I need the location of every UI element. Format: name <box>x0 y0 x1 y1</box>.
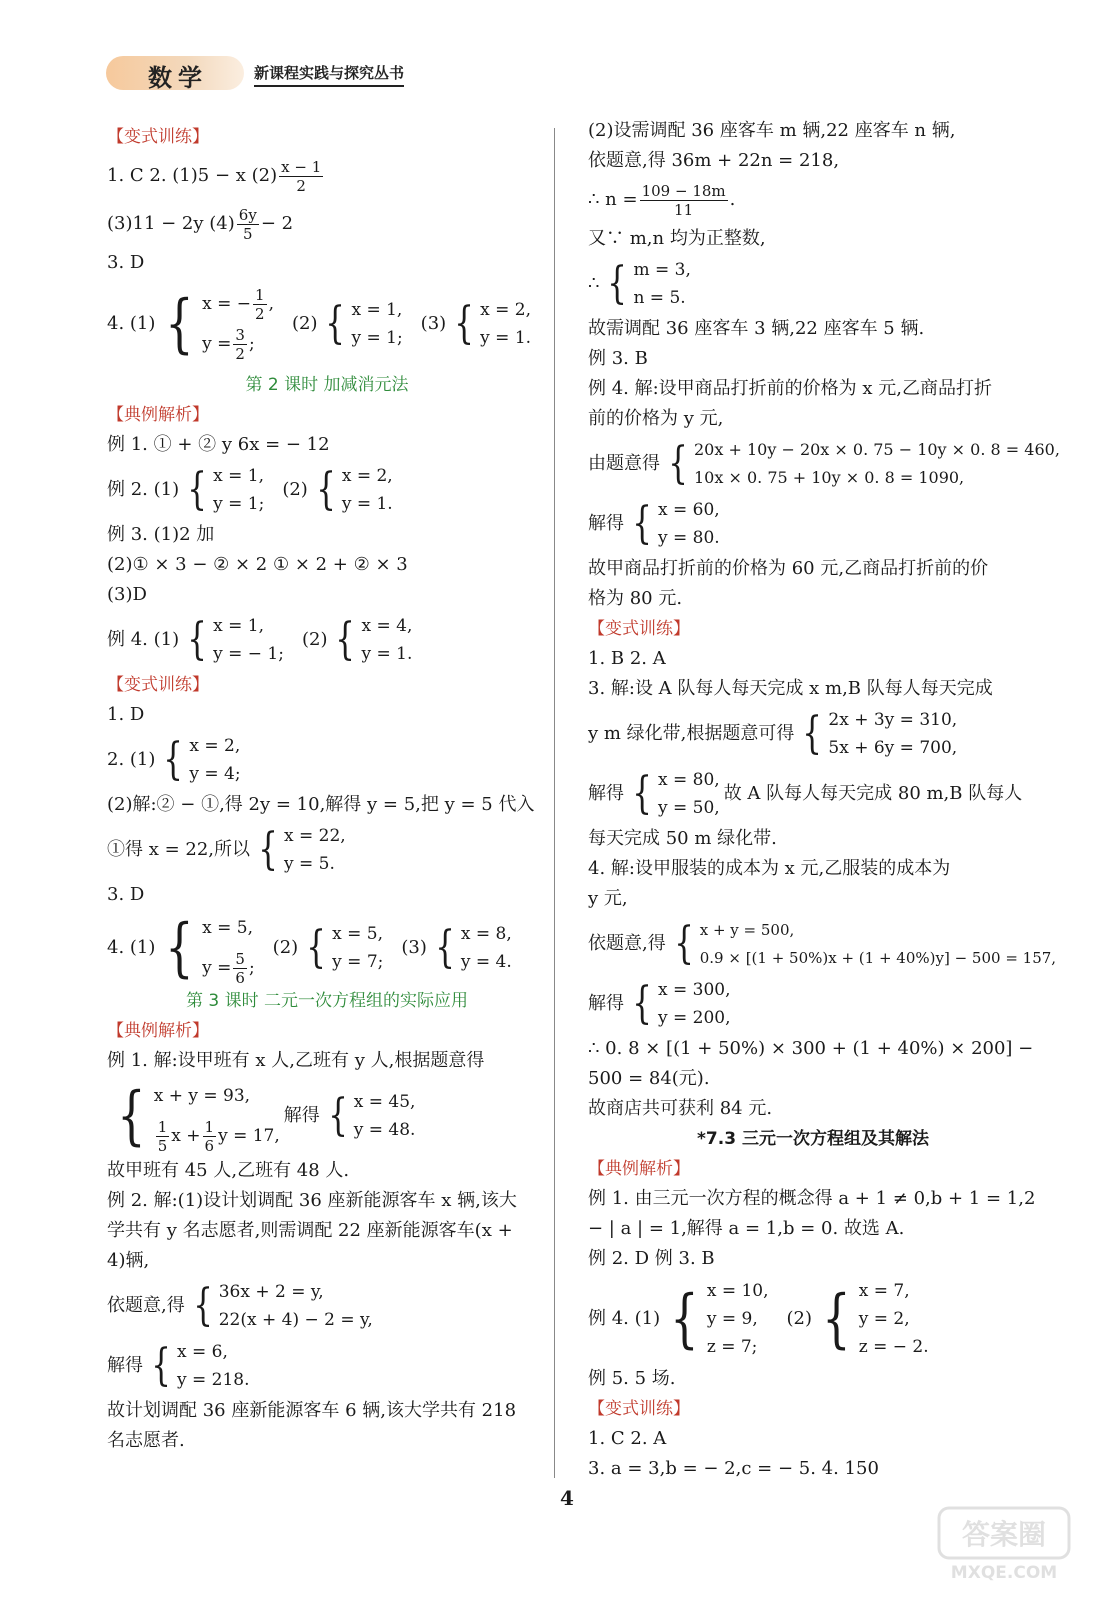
brace-icon: { <box>325 298 346 349</box>
equation-system: { x = 45, y = 48. <box>327 1090 416 1141</box>
left-column <box>107 122 547 1456</box>
equation-system: { x = 22, y = 5. <box>258 824 346 875</box>
brace-icon: { <box>802 708 823 759</box>
brace-icon: { <box>316 464 336 515</box>
answer-line: 1. C 2. A <box>588 1428 667 1449</box>
answer-line: 依题意,得 { 36x + 2 = y, 22(x + 4) − 2 = y, <box>107 1276 547 1336</box>
equation-system: { x = 7, y = 2, z = − 2. <box>822 1281 929 1357</box>
equation-system: { x = 6, y = 218. <box>151 1340 250 1391</box>
header-subject: 数学 <box>148 64 208 92</box>
answer-line: (2)解:② − ①,得 2y = 10,解得 y = 5,把 y = 5 代入 <box>107 794 535 815</box>
answer-line: 解得 { x = 60, y = 80. <box>588 494 1038 554</box>
section-label: 【 典例解析 】 <box>588 1154 1038 1184</box>
answer-line: 例 3. (1)2 加 <box>107 524 215 545</box>
answer-line: 故甲商品打折前的价格为 60 元,乙商品打折前的价 <box>588 558 989 579</box>
right-column <box>588 116 1060 1484</box>
brace-icon: { <box>454 298 474 349</box>
answer-line: 例 4. (1) { x = 1, y = − 1; (2) { x = 4, y = 1. <box>107 610 547 670</box>
equation-system: { x = 5, y = $\frac{5}{6}$ ; <box>165 911 255 987</box>
answer-line: 4. (1) { x = − $\frac{1}{2}$ , y = $\frac{3}{2}$ ; (2) { x = 1, y = 1; (3) { x = 2, y = 1. <box>107 285 532 363</box>
answer-line: 3. a = 3,b = − 2,c = − 5. 4. 150 <box>588 1458 879 1479</box>
answer-line: 例 2. D 例 3. B <box>588 1248 715 1269</box>
answer-line: ①得 x = 22,所以 { x = 22, y = 5. <box>107 820 547 880</box>
brace-icon: { <box>187 464 207 515</box>
brace-icon: { <box>258 824 278 875</box>
brace-icon: { <box>327 1090 348 1141</box>
answer-line: 1. B 2. A <box>588 648 666 669</box>
equation-system: { x = 2, y = 4; <box>163 734 241 785</box>
fraction: $\frac{x - 1}{2}$ <box>281 157 322 195</box>
answer-line: 例 1. ① + ② y 6x = − 12 <box>107 434 330 455</box>
section-label: 【 变式训练 】 <box>107 122 547 152</box>
answer-line: 3. 解:设 A 队每人每天完成 x m,B 队每人每天完成 <box>588 678 993 699</box>
brace-icon: { <box>673 918 694 969</box>
answer-line: y 元, <box>588 888 628 909</box>
section-label: 【 变式训练 】 <box>107 670 547 700</box>
answer-line: 3. D <box>107 252 145 273</box>
brace-icon: { <box>668 438 688 489</box>
answer-line: (2)① × 3 − ② × 2 ① × 2 + ② × 3 <box>107 554 408 575</box>
watermark-icon <box>937 1506 1071 1584</box>
brace-icon: { <box>163 734 184 785</box>
watermark-logo <box>937 1506 1071 1584</box>
equation-system: { x = 300, y = 200, <box>632 978 731 1029</box>
answer-line: 由题意得 { 20x + 10y − 20x × 0. 75 − 10y × 0. 8 = 460, 10x × 0. 75 + 10y × 0. 8 = 1090, <box>588 434 1038 494</box>
equation-system: { 36x + 2 = y, 22(x + 4) − 2 = y, <box>192 1280 373 1331</box>
equation-system: { x = 2, y = 1. <box>316 464 393 515</box>
brace-icon: { <box>435 922 455 973</box>
brace-icon: { <box>306 922 326 973</box>
brace-icon: { <box>670 1282 699 1356</box>
equation-system: { x = − $\frac{1}{2}$ , y = $\frac{3}{2}$ ; <box>165 285 274 363</box>
answer-line: 1. C 2. (1)5 − x (2) $\frac{x - 1}{2}$ <box>107 157 322 195</box>
answer-line: 3. D <box>107 884 145 905</box>
answer-line: 依题意,得 36m + 22n = 218, <box>588 150 840 171</box>
answer-line: 4. (1) { x = 5, y = $\frac{5}{6}$ ; (2) { x = 5, y = 7; (3) { x = 8, y = 4. <box>107 910 547 986</box>
answer-line: 例 4. (1) { x = 10, y = 9, z = 7; (2) { x = 7, y = 2, z = − 2. <box>588 1274 1038 1364</box>
answer-line: 解得 { x = 300, y = 200, <box>588 974 1038 1034</box>
brace-icon: { <box>335 614 356 665</box>
brace-icon: { <box>165 287 195 361</box>
answer-line: (3)D <box>107 584 147 605</box>
answer-line: − | a | = 1,解得 a = 1,b = 0. 故选 A. <box>588 1218 905 1239</box>
answer-line: 例 5. 5 场. <box>588 1368 676 1389</box>
answer-line: 例 2. 解:(1)设计划调配 36 座新能源客车 x 辆,该大 <box>107 1190 517 1211</box>
header-series-title: 新课程实践与探究丛书 <box>254 62 404 87</box>
answer-line: 前的价格为 y 元, <box>588 408 724 429</box>
answer-line: y m 绿化带,根据题意可得 { 2x + 3y = 310, 5x + 6y = 700, <box>588 704 1038 764</box>
equation-system: { m = 3, n = 5. <box>607 258 691 309</box>
lesson-title: 第 3 课时 二元一次方程组的实际应用 <box>185 991 469 1011</box>
answer-line: 格为 80 元. <box>588 588 683 609</box>
section-label: 【 变式训练 】 <box>588 614 1038 644</box>
answer-line: (3)11 − 2y (4) $\frac{6y}{5}$ − 2 <box>107 205 294 243</box>
equation-system: { x = 5, y = 7; <box>306 922 384 973</box>
answer-line: 学共有 y 名志愿者,则需调配 22 座新能源客车(x + <box>107 1220 513 1241</box>
answer-line: 500 = 84(元). <box>588 1068 710 1089</box>
answer-line: 依题意,得 { x + y = 500, 0.9 × [(1 + 50%)x + (1 + 40%)y] − 500 = 157, <box>588 914 1038 974</box>
answer-line: 名志愿者. <box>107 1430 185 1451</box>
answer-line: 又∵ m,n 均为正整数, <box>588 228 766 249</box>
section-label: 【 典例解析 】 <box>107 400 547 430</box>
svg-text:MXQE.COM: MXQE.COM <box>950 1563 1058 1583</box>
equation-system: { x = 80, y = 50, <box>632 768 720 819</box>
fraction: $\frac{6y}{5}$ <box>238 205 257 243</box>
brace-icon: { <box>632 978 652 1029</box>
equation-system: { x + y = 500, 0.9 × [(1 + 50%)x + (1 + 40%)y] − 500 = 157, <box>673 918 1057 969</box>
equation-system: { x = 4, y = 1. <box>335 614 413 665</box>
answer-line: 2. (1) { x = 2, y = 4; <box>107 730 547 790</box>
equation-system: { x = 1, y = 1; <box>187 464 265 515</box>
brace-icon: { <box>607 258 628 309</box>
answer-line: ∴ n = $\frac{109 - 18m}{11}$ . <box>588 181 736 219</box>
answer-line: 例 1. 解:设甲班有 x 人,乙班有 y 人,根据题意得 <box>107 1050 485 1071</box>
brace-icon: { <box>632 498 652 549</box>
answer-line: { x + y = 93, $\frac{1}{5}$ x + $\frac{1}{6}$ y = 17, 解得 { x = 45, y = 48. <box>107 1076 547 1156</box>
brace-icon: { <box>822 1282 851 1356</box>
answer-line: 解得 { x = 80, y = 50, 故 A 队每人每天完成 80 m,B 队每人 <box>588 764 1038 824</box>
equation-system: { 2x + 3y = 310, 5x + 6y = 700, <box>802 708 958 759</box>
answer-line: 故甲班有 45 人,乙班有 48 人. <box>107 1160 350 1181</box>
svg-text:答案圈: 答案圈 <box>961 1518 1047 1551</box>
lesson-title: 第 2 课时 加减消元法 <box>245 375 409 395</box>
answer-line: (2)设需调配 36 座客车 m 辆,22 座客车 n 辆, <box>588 120 956 141</box>
brace-icon: { <box>117 1079 146 1153</box>
brace-icon: { <box>192 1280 213 1331</box>
equation-system: { 20x + 10y − 20x × 0. 75 − 10y × 0. 8 = 460, 10x × 0. 75 + 10y × 0. 8 = 1090, <box>668 438 1060 489</box>
answer-line: 故计划调配 36 座新能源客车 6 辆,该大学共有 218 <box>107 1400 517 1421</box>
answer-line: 例 2. (1) { x = 1, y = 1; (2) { x = 2, y = 1. <box>107 460 547 520</box>
equation-system: { x = 60, y = 80. <box>632 498 720 549</box>
section-label: 【 典例解析 】 <box>107 1016 547 1046</box>
equation-system: { x = 10, y = 9, z = 7; <box>670 1281 769 1357</box>
answer-line: ∴ { m = 3, n = 5. <box>588 254 1038 314</box>
answer-line: 例 4. 解:设甲商品打折前的价格为 x 元,乙商品打折 <box>588 378 992 399</box>
answer-line: 故需调配 36 座客车 3 辆,22 座客车 5 辆. <box>588 318 925 339</box>
answer-line: 4)辆, <box>107 1250 150 1271</box>
brace-icon: { <box>632 768 652 819</box>
equation-system: { x = 2, y = 1. <box>454 298 532 349</box>
brace-icon: { <box>151 1340 171 1391</box>
equation-system: { x + y = 93, $\frac{1}{5}$ x + $\frac{1}{6}$ y = 17, <box>117 1079 280 1155</box>
column-divider <box>554 128 555 1478</box>
answer-line: 4. 解:设甲服装的成本为 x 元,乙服装的成本为 <box>588 858 951 879</box>
brace-icon: { <box>165 911 195 985</box>
answer-line: 每天完成 50 m 绿化带. <box>588 828 777 849</box>
answer-line: 1. D <box>107 704 145 725</box>
equation-system: { x = 1, y = 1; <box>325 298 403 349</box>
fraction: $\frac{109 - 18m}{11}$ <box>641 181 726 219</box>
answer-line: 例 1. 由三元一次方程的概念得 a + 1 ≠ 0,b + 1 = 1,2 <box>588 1188 1036 1209</box>
equation-system: { x = 8, y = 4. <box>435 922 512 973</box>
section-title: *7.3 三元一次方程组及其解法 <box>697 1129 929 1149</box>
answer-line: 故商店共可获利 84 元. <box>588 1098 773 1119</box>
page-number: 4 <box>560 1486 574 1510</box>
section-label: 【 变式训练 】 <box>588 1394 1038 1424</box>
brace-icon: { <box>187 614 207 665</box>
answer-line: 例 3. B <box>588 348 648 369</box>
answer-line: 解得 { x = 6, y = 218. <box>107 1336 547 1396</box>
equation-system: { x = 1, y = − 1; <box>187 614 284 665</box>
answer-line: ∴ 0. 8 × [(1 + 50%) × 300 + (1 + 40%) × 200] − <box>588 1038 1034 1059</box>
